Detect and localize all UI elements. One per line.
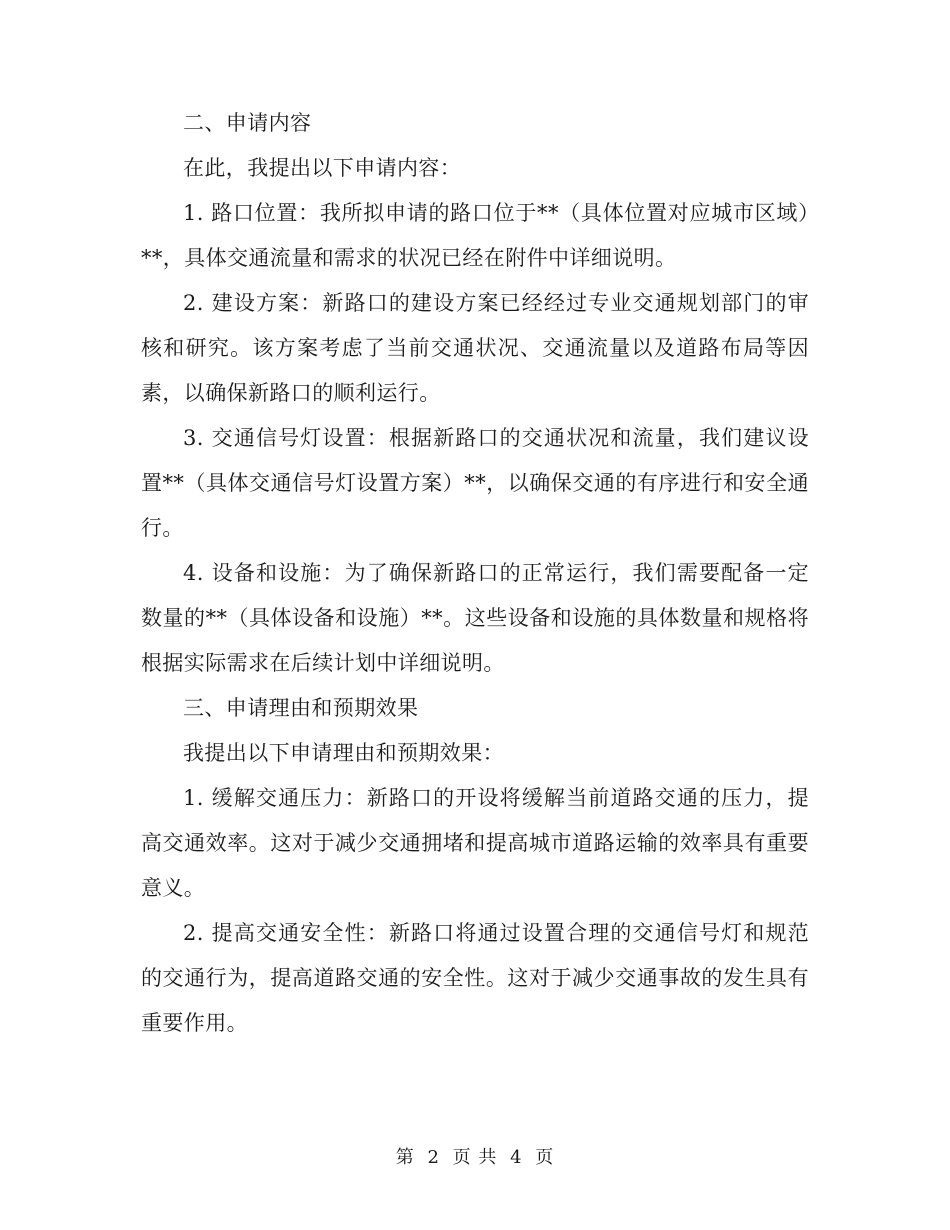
paragraph-item-improve-safety: 2. 提高交通安全性：新路口将通过设置合理的交通信号灯和规范的交通行为，提高道路交通的安全性。这对于减少交通事故的发生具有重要作用。 xyxy=(141,921,809,1035)
footer-total-pages: 4 xyxy=(510,1147,523,1168)
footer-prefix: 第 xyxy=(395,1147,415,1168)
paragraph-reasons-intro: 我提出以下申请理由和预期效果： xyxy=(183,741,504,765)
section-heading-reasons-effects: 三、申请理由和预期效果 xyxy=(183,696,419,720)
section-heading-application-content: 二、申请内容 xyxy=(183,111,312,135)
paragraph-item-traffic-signal: 3. 交通信号灯设置：根据新路口的交通状况和流量，我们建议设置**（具体交通信号灯设置方案）**，以确保交通的有序进行和安全通行。 xyxy=(141,426,809,540)
paragraph-item-relieve-pressure: 1. 缓解交通压力：新路口的开设将缓解当前道路交通的压力，提高交通效率。这对于减少交通拥堵和提高城市道路运输的效率具有重要意义。 xyxy=(141,786,809,900)
page-footer xyxy=(0,1145,950,1171)
document-body xyxy=(141,101,809,1046)
paragraph-item-intersection-location: 1. 路口位置：我所拟申请的路口位于**（具体位置对应城市区域）**，具体交通流量和需求的状况已经在附件中详细说明。 xyxy=(141,201,809,270)
paragraph-item-equipment-facilities: 4. 设备和设施：为了确保新路口的正常运行，我们需要配备一定数量的**（具体设备和设施）**。这些设备和设施的具体数量和规格将根据实际需求在后续计划中详细说明。 xyxy=(141,561,809,675)
footer-current-page: 2 xyxy=(427,1147,440,1168)
paragraph-intro: 在此，我提出以下申请内容： xyxy=(183,156,462,180)
footer-suffix: 页 xyxy=(535,1147,555,1168)
footer-middle: 页 共 xyxy=(452,1147,498,1168)
paragraph-item-construction-plan: 2. 建设方案：新路口的建设方案已经经过专业交通规划部门的审核和研究。该方案考虑了当前交通状况、交通流量以及道路布局等因素，以确保新路口的顺利运行。 xyxy=(141,291,809,405)
